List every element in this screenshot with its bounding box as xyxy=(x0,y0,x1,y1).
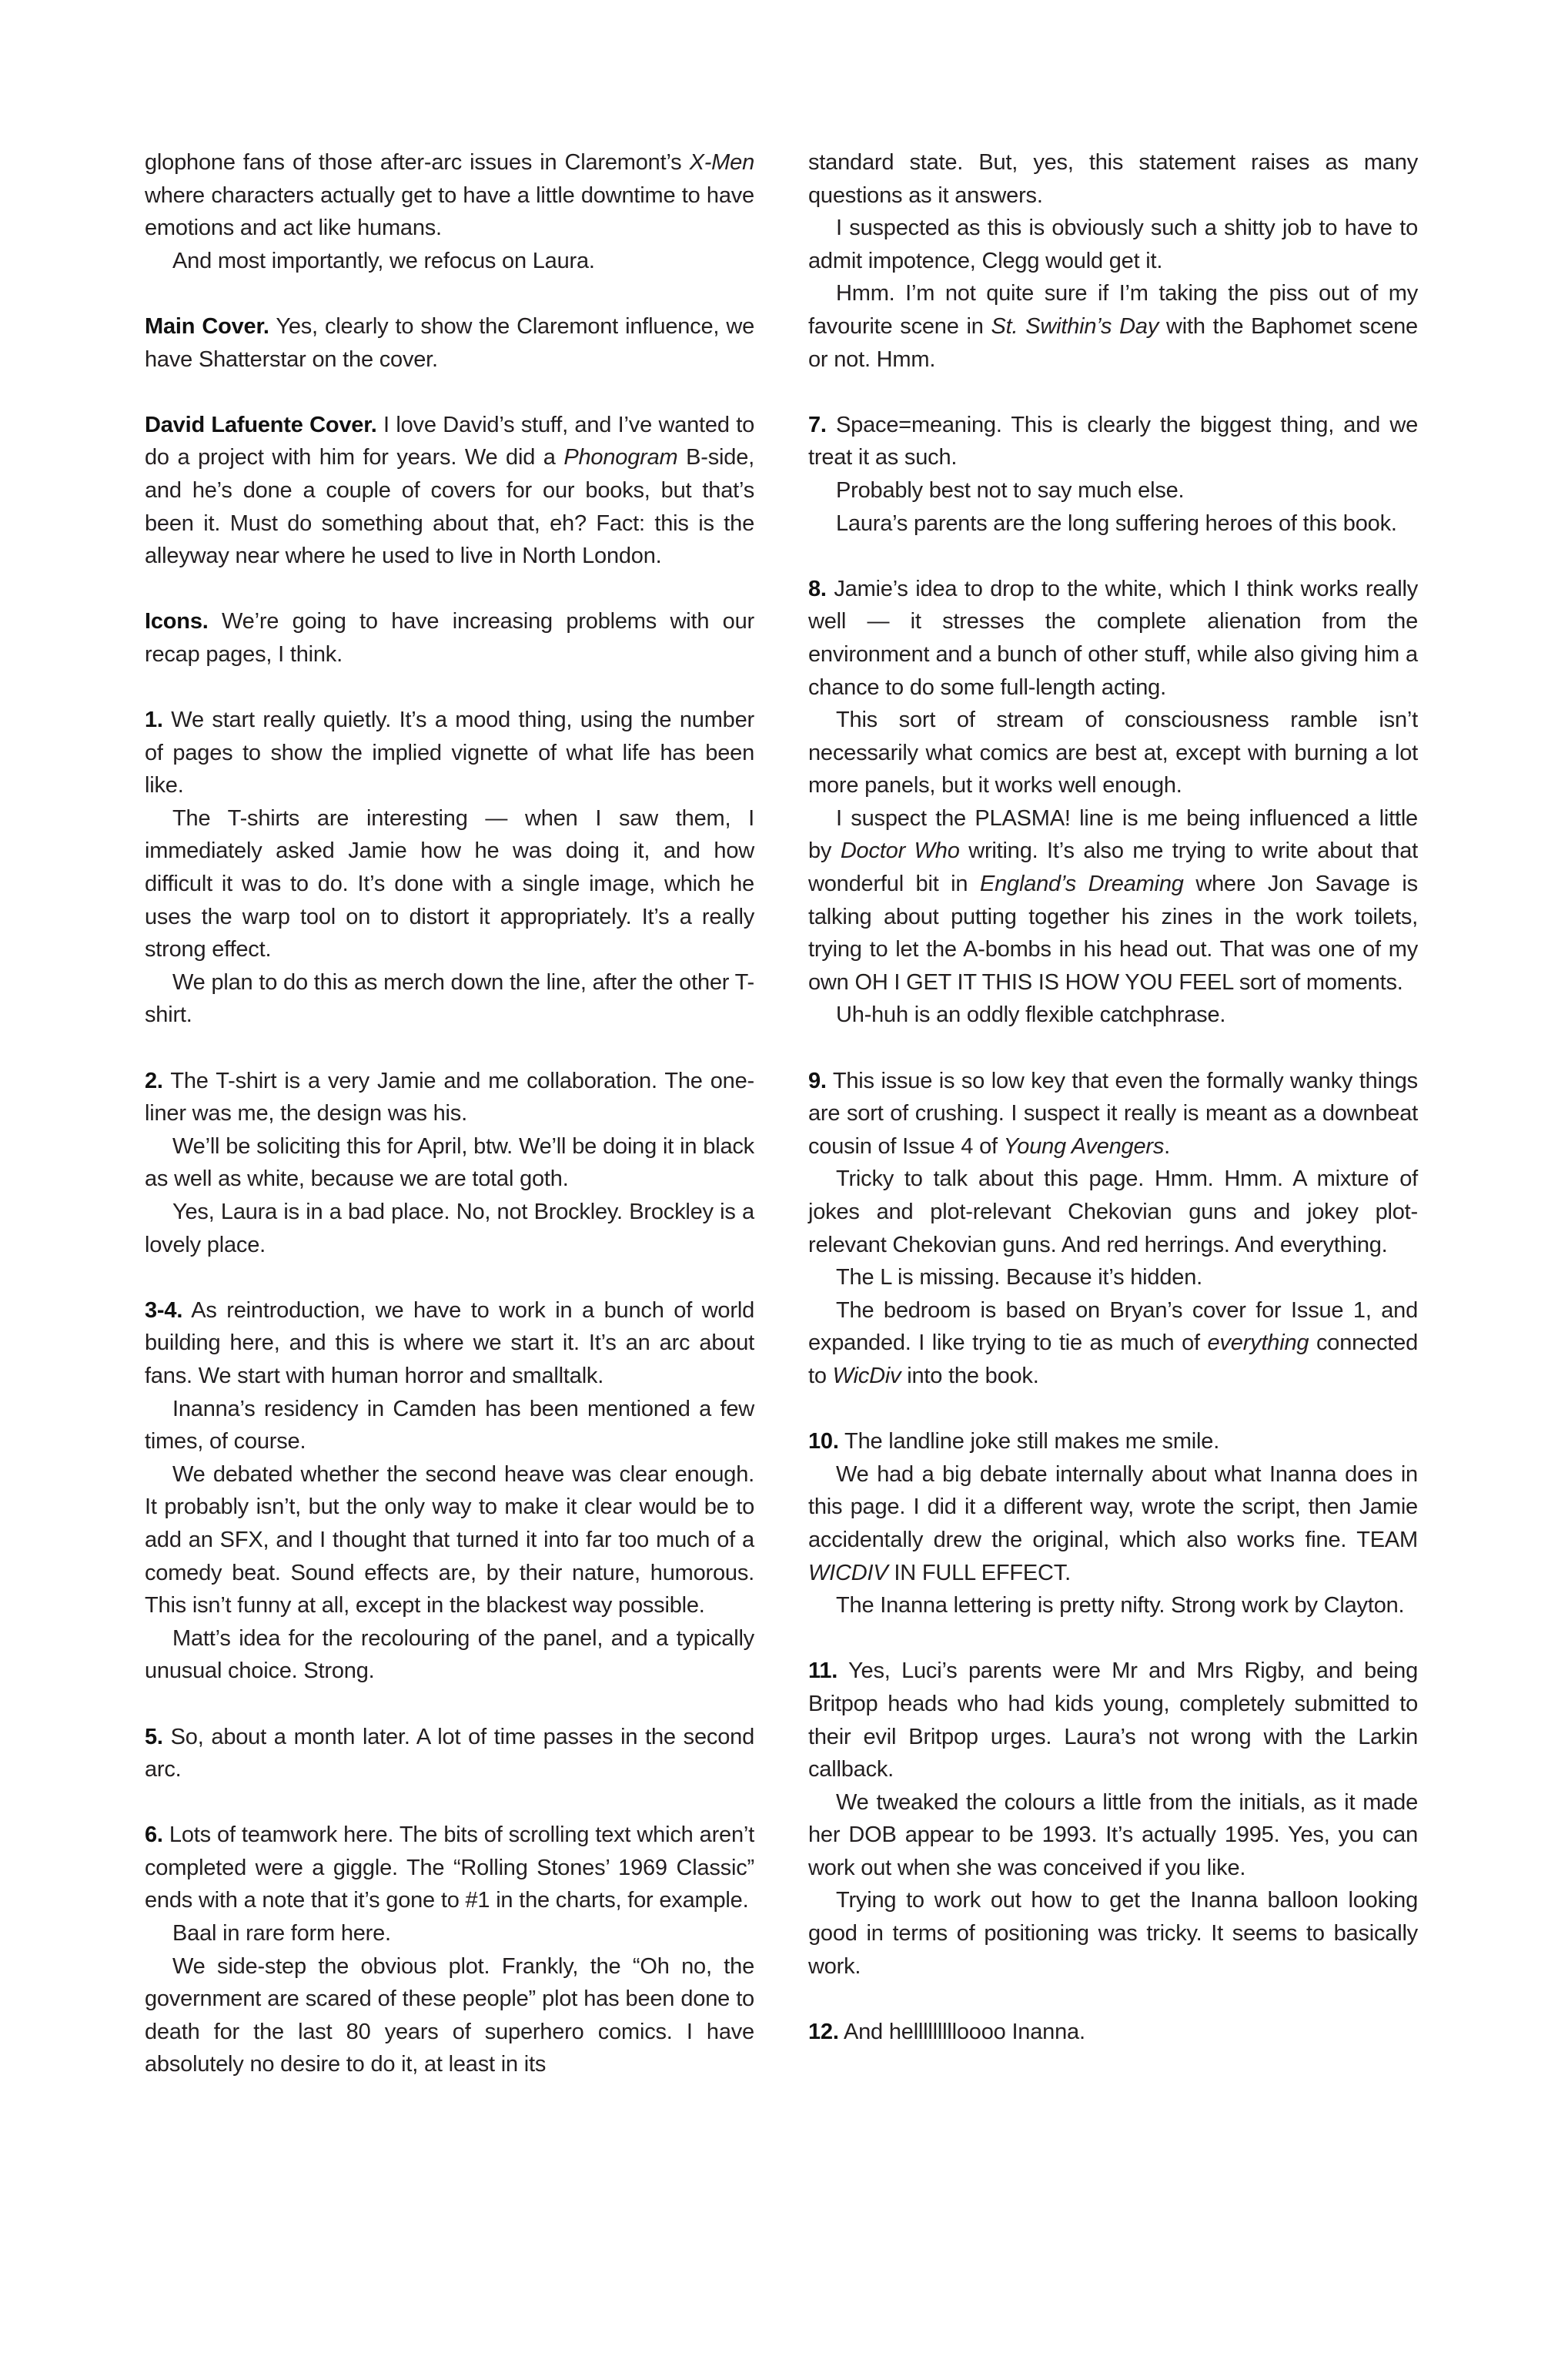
text-run: We’ll be soliciting this for April, btw. We’ll be doing it in black as well as white, because we are total goth. xyxy=(145,1133,754,1192)
paragraph xyxy=(808,704,1418,802)
text-run: Yes, clearly to show the Claremont influence, we have Shatterstar on the cover. xyxy=(145,313,755,372)
italic-title: Doctor Who xyxy=(840,838,960,864)
text-run: Trying to work out how to get the Inanna balloon looking good in terms of positioning was tricky. It seems to basically work. xyxy=(808,1888,1418,1979)
italic-title: England’s Dreaming xyxy=(979,872,1184,897)
text-run: The T-shirts are interesting — when I saw them, I immediately asked Jamie how he was doing it, and how difficult it was to do. It’s done with a single image, which he uses the warp tool on to distort it appropriately. It’s a really strong effect. xyxy=(145,805,754,962)
text-run: This issue is so low key that even the formally wanky things are sort of crushing. I suspect it really is meant as a downbeat cousin of Issue 4 of xyxy=(808,1068,1418,1159)
paragraph xyxy=(808,1261,1418,1294)
text-run: We start really quietly. It’s a mood thing, using the number of pages to show the implied vignette of what life has been like. xyxy=(145,708,754,798)
paragraph xyxy=(808,1163,1418,1261)
text-run: . xyxy=(1164,1133,1171,1159)
text-run: We’re going to have increasing problems with our recap pages, I think. xyxy=(145,609,754,667)
paragraph xyxy=(145,802,754,966)
section-heading: 8. xyxy=(808,576,827,601)
commentary-section xyxy=(145,1294,754,1688)
paragraph xyxy=(145,409,754,573)
section-heading: Main Cover. xyxy=(145,313,269,339)
left-column xyxy=(145,146,754,2114)
commentary-section xyxy=(145,605,754,671)
text-run: And hellllllllloooo Inanna. xyxy=(838,2019,1085,2044)
italic-title: X-Men xyxy=(689,150,754,175)
commentary-section xyxy=(808,409,1418,540)
paragraph xyxy=(145,704,754,802)
paragraph xyxy=(808,1425,1418,1458)
section-heading: Icons. xyxy=(145,609,209,634)
section-heading: 12. xyxy=(808,2019,839,2044)
commentary-section xyxy=(145,409,754,573)
italic-title: everything xyxy=(1207,1330,1309,1356)
text-run: IN FULL EFFECT. xyxy=(888,1560,1071,1585)
paragraph xyxy=(145,1622,754,1688)
paragraph xyxy=(808,507,1418,541)
paragraph xyxy=(808,1294,1418,1393)
text-run: We debated whether the second heave was clear enough. It probably isn’t, but the only way to make it clear would be to add an SFX, and I thought that turned it into far too much of a comedy beat. Sound effects are, by their nature, humorous. This isn’t funny at all, except in the blackest way possible. xyxy=(145,1461,754,1618)
text-run: Yes, Laura is in a bad place. No, not Brockley. Brockley is a lovely place. xyxy=(145,1200,754,1257)
commentary-section xyxy=(145,704,754,1032)
paragraph xyxy=(145,310,754,376)
italic-title: WicDiv xyxy=(832,1363,901,1388)
paragraph xyxy=(145,966,754,1032)
text-run: where Jon Savage is talking about putting together his zines in the work toilets, trying to let the A-bombs in his head out. That was one of my own OH I GET IT THIS IS HOW YOU FEEL sort of moments. xyxy=(808,872,1418,995)
commentary-section xyxy=(808,1065,1418,1393)
paragraph xyxy=(808,277,1418,376)
paragraph xyxy=(145,1721,754,1786)
commentary-section xyxy=(808,573,1418,1032)
paragraph xyxy=(808,999,1418,1032)
paragraph xyxy=(808,1458,1418,1589)
text-run: Baal in rare form here. xyxy=(172,1921,391,1946)
text-run: Jamie’s idea to drop to the white, which I think works really well — it stresses the complete alienation from the environment and a bunch of other stuff, while also giving him a chance to do some full-length acting. xyxy=(808,576,1418,700)
paragraph xyxy=(145,1065,754,1130)
text-run: Yes, Luci’s parents were Mr and Mrs Rigby, and being Britpop heads who had kids young, completely submitted to their evil Britpop urges. Laura’s not wrong with the Larkin callback. xyxy=(808,1658,1418,1782)
commentary-section xyxy=(808,1425,1418,1622)
paragraph xyxy=(145,1393,754,1458)
section-heading: 3-4. xyxy=(145,1297,183,1323)
text-run: We side-step the obvious plot. Frankly, the “Oh no, the government are scared of these people” plot has been done to death for the last 80 years of superhero comics. I have absolutely no desire to do it, at least in its xyxy=(145,1953,754,2077)
commentary-section xyxy=(145,1721,754,1786)
text-run: So, about a month later. A lot of time passes in the second arc. xyxy=(145,1724,754,1782)
paragraph xyxy=(808,146,1418,212)
text-run: where characters actually get to have a little downtime to have emotions and act like humans. xyxy=(145,182,754,241)
italic-title: Phonogram xyxy=(563,445,678,470)
commentary-section xyxy=(145,1065,754,1262)
commentary-section xyxy=(145,310,754,376)
text-run: B-side, and he’s done a couple of covers for our books, but that’s been it. Must do something about that, eh? Fact: this is the alleyway near where he used to live in North London. xyxy=(145,445,754,569)
section-heading: 9. xyxy=(808,1068,827,1093)
commentary-section xyxy=(808,2016,1418,2049)
italic-title: WICDIV xyxy=(808,1560,888,1585)
section-heading: 1. xyxy=(145,708,163,733)
text-run: Uh-huh is an oddly flexible catchphrase. xyxy=(836,1002,1226,1028)
text-run: The bedroom is based on Bryan’s cover for Issue 1, and expanded. I like trying to tie as much of xyxy=(808,1297,1418,1356)
text-run: Tricky to talk about this page. Hmm. Hmm. A mixture of jokes and plot-relevant Chekovian guns and jokey plot-relevant Chekovian guns. And red herrings. And everything. xyxy=(808,1166,1418,1257)
paragraph xyxy=(808,409,1418,474)
paragraph xyxy=(808,1884,1418,1983)
paragraph xyxy=(145,1196,754,1261)
text-run: Space=meaning. This is clearly the biggest thing, and we treat it as such. xyxy=(808,412,1418,470)
commentary-section xyxy=(145,1819,754,2081)
paragraph xyxy=(808,802,1418,999)
section-heading: 11. xyxy=(808,1658,838,1684)
paragraph xyxy=(808,212,1418,277)
paragraph xyxy=(145,245,754,278)
section-heading: 10. xyxy=(808,1429,839,1454)
commentary-section xyxy=(808,146,1418,376)
paragraph xyxy=(808,1655,1418,1786)
text-run: We plan to do this as merch down the line, after the other T-shirt. xyxy=(145,969,754,1028)
text-run: into the book. xyxy=(901,1363,1039,1388)
text-run: I suspect the PLASMA! line is me being influenced a little by xyxy=(808,805,1418,864)
paragraph xyxy=(808,2016,1418,2049)
text-run: The Inanna lettering is pretty nifty. Strong work by Clayton. xyxy=(836,1593,1405,1618)
text-run: writing. It’s also me trying to write about that wonderful bit in xyxy=(808,838,1418,897)
text-run: The L is missing. Because it’s hidden. xyxy=(836,1265,1202,1290)
italic-title: Young Avengers xyxy=(1003,1133,1165,1159)
commentary-section xyxy=(808,1655,1418,1983)
text-run: standard state. But, yes, this statement raises as many questions as it answers. xyxy=(808,150,1418,208)
text-run: I suspected as this is obviously such a shitty job to have to admit impotence, Clegg would get it. xyxy=(808,216,1418,273)
section-heading: 5. xyxy=(145,1724,163,1749)
text-run: glophone fans of those after-arc issues in Claremont’s xyxy=(145,150,690,175)
text-run: As reintroduction, we have to work in a bunch of world building here, and this is where we start it. It’s an arc about fans. We start with human horror and smalltalk. xyxy=(145,1297,754,1388)
text-run: And most importantly, we refocus on Laura. xyxy=(172,248,595,273)
paragraph xyxy=(145,605,754,671)
section-heading: 6. xyxy=(145,1822,163,1848)
text-run: with the Baphomet scene or not. Hmm. xyxy=(808,313,1418,372)
text-run: We had a big debate internally about what Inanna does in this page. I did it a different way, wrote the script, then Jamie accidentally drew the original, which also works fine. TEAM xyxy=(808,1461,1418,1552)
paragraph xyxy=(145,146,754,245)
paragraph xyxy=(145,1458,754,1622)
text-run: This sort of stream of consciousness ramble isn’t necessarily what comics are best at, except with burning a lot more panels, but it works well enough. xyxy=(808,708,1418,798)
paragraph xyxy=(145,1819,754,1917)
paragraph xyxy=(145,1950,754,2081)
commentary-section xyxy=(145,146,754,277)
paragraph xyxy=(145,1917,754,1950)
text-run: We tweaked the colours a little from the initials, as it made her DOB appear to be 1993. It’s actually 1995. Yes, you can work out when she was conceived if you like. xyxy=(808,1789,1418,1880)
paragraph xyxy=(145,1294,754,1393)
section-heading: 7. xyxy=(808,412,827,437)
text-run: The T-shirt is a very Jamie and me collaboration. The one-liner was me, the design was his. xyxy=(145,1068,754,1126)
italic-title: St. Swithin’s Day xyxy=(991,313,1159,339)
text-run: Probably best not to say much else. xyxy=(836,477,1185,503)
text-run: Laura’s parents are the long suffering heroes of this book. xyxy=(836,510,1397,536)
text-run: connected to xyxy=(808,1330,1418,1388)
text-run: Hmm. I’m not quite sure if I’m taking the piss out of my favourite scene in xyxy=(808,281,1418,339)
right-column xyxy=(808,146,1418,2081)
text-run: I love David’s stuff, and I’ve wanted to do a project with him for years. We did a xyxy=(145,412,755,470)
paragraph xyxy=(145,1130,754,1196)
text-run: Matt’s idea for the recolouring of the panel, and a typically unusual choice. Strong. xyxy=(145,1625,754,1684)
text-run: Inanna’s residency in Camden has been mentioned a few times, of course. xyxy=(145,1396,754,1454)
paragraph xyxy=(808,1589,1418,1622)
paragraph xyxy=(808,1786,1418,1885)
section-heading: David Lafuente Cover. xyxy=(145,412,377,437)
text-run: The landline joke still makes me smile. xyxy=(838,1429,1220,1454)
paragraph xyxy=(808,573,1418,704)
section-heading: 2. xyxy=(145,1068,163,1093)
paragraph xyxy=(808,1065,1418,1163)
text-run: Lots of teamwork here. The bits of scrolling text which aren’t completed were a giggle. The “Rolling Stones’ 1969 Classic” ends with a note that it’s gone to #1 in the charts, for example. xyxy=(145,1822,754,1913)
paragraph xyxy=(808,474,1418,507)
